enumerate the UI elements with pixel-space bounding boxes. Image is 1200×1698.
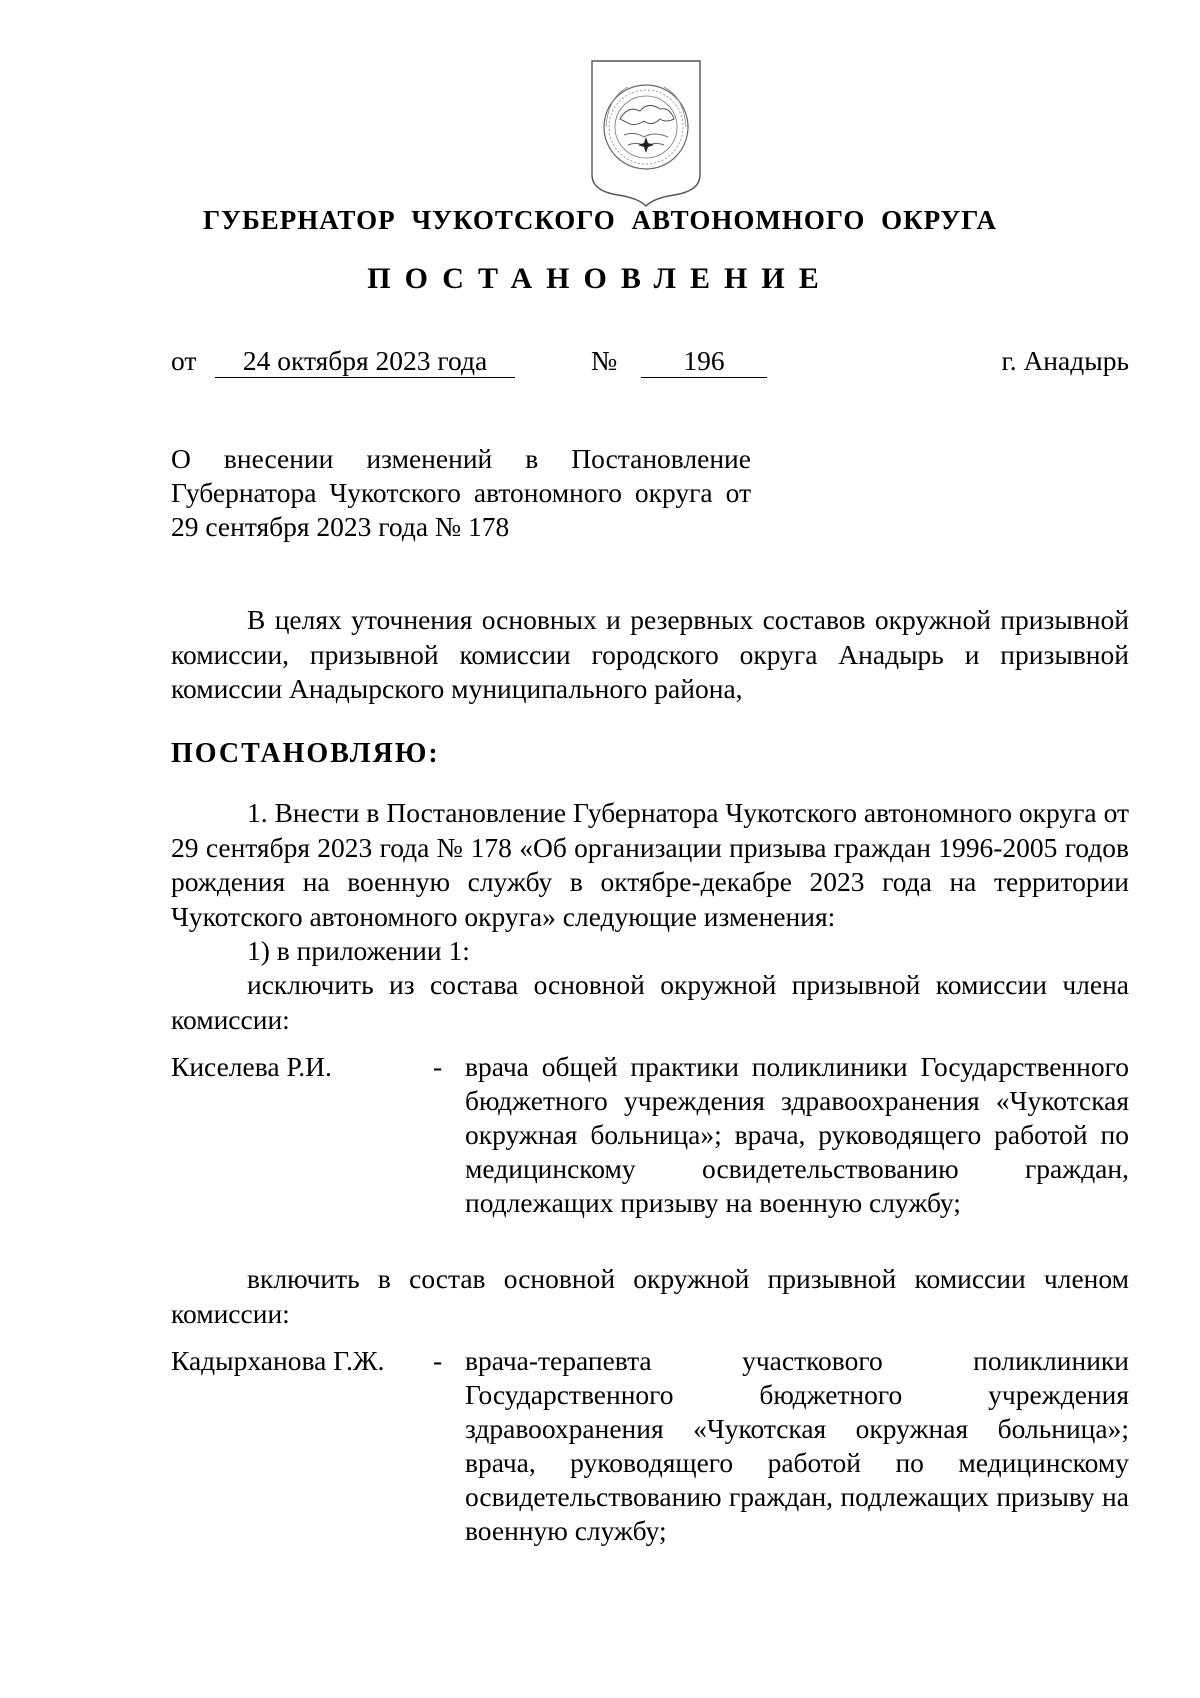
number-sign: №	[591, 345, 618, 376]
include-paragraph: включить в состав основной окружной призывной комиссии членом комиссии:	[171, 1263, 1129, 1329]
member-name: Киселева Р.И.	[171, 1051, 332, 1082]
member-dash: -	[433, 1345, 443, 1376]
member-name: Кадырханова Г.Ж.	[171, 1345, 385, 1376]
document-date: 24 октября 2023 года	[215, 345, 515, 378]
date-prefix: от	[171, 345, 197, 376]
member-dash: -	[433, 1051, 443, 1082]
sub-item-1: 1) в приложении 1:	[247, 935, 470, 966]
authority-heading: ГУБЕРНАТОР ЧУКОТСКОГО АВТОНОМНОГО ОКРУГА	[202, 205, 998, 235]
preamble-paragraph: В целях уточнения основных и резервных составов окружной призывной комиссии, призывной комиссии городского округа Анадырь и призывной комиссии Анадырского муниципального района,	[171, 604, 1129, 704]
coat-of-arms-icon	[588, 57, 704, 207]
member-description: врача-терапевта участкового поликлиники Государственного бюджетного учреждения здравоохранения «Чукотская окружная больница»; врача, руководящего работой по медицинскому освидетельствованию граждан, подлежащих призыву на военную службу;	[465, 1345, 1129, 1546]
document-city: г. Анадырь	[1001, 345, 1129, 376]
document-number: 196	[641, 345, 767, 378]
exclude-paragraph: исключить из состава основной окружной призывной комиссии члена комиссии:	[171, 969, 1129, 1035]
member-description: врача общей практики поликлиники Государственного бюджетного учреждения здравоохранения «Чукотская окружная больница»; врача, руководящего работой по медицинскому освидетельствованию граждан, подлежащих призыву на военную службу;	[465, 1051, 1129, 1218]
dateline	[171, 345, 1129, 381]
resolve-heading: ПОСТАНОВЛЯЮ:	[171, 738, 440, 769]
item-1-paragraph: 1. Внести в Постановление Губернатора Чукотского автономного округа от 29 сентября 2023 года № 178 «Об организации призыва граждан 1996-2005 годов рождения на военную службу в октябре-декабре 2023 года на территории Чукотского автономного округа» следующие изменения:	[171, 797, 1129, 932]
document-type-title: ПОСТАНОВЛЕНИЕ	[367, 262, 833, 295]
document-subject: О внесении изменений в Постановление Губернатора Чукотского автономного округа от 29 сентября 2023 года № 178	[171, 443, 751, 542]
